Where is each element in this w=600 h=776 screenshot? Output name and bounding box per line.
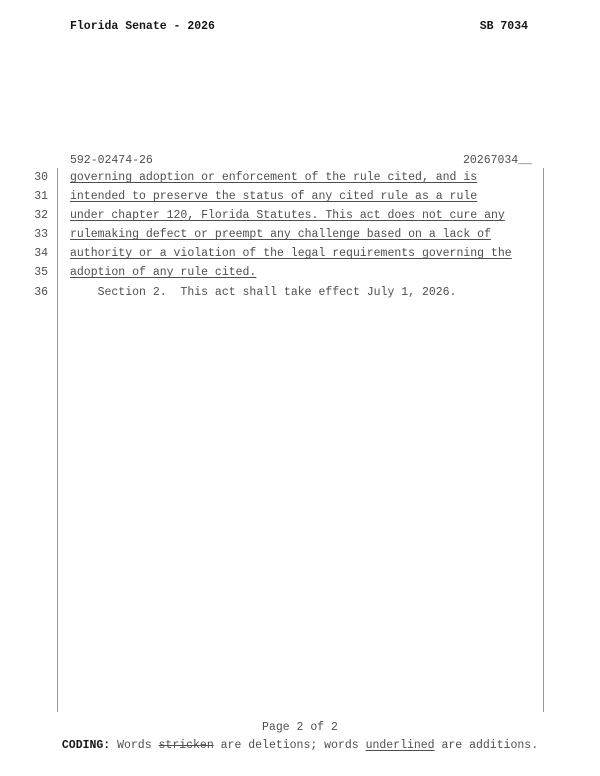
- line-number: 32: [34, 209, 48, 223]
- line-number: 30: [34, 171, 48, 184]
- line-number: 33: [34, 228, 48, 242]
- header-chamber-title: Florida Senate - 2026: [70, 20, 215, 33]
- bill-line: [0, 244, 600, 263]
- coding-label: CODING:: [61, 739, 111, 752]
- line-text: under chapter 120, Florida Statutes. This act does not cure any: [70, 209, 505, 223]
- bill-line: [0, 263, 600, 282]
- bill-line: [0, 168, 600, 187]
- line-number: 31: [34, 190, 48, 204]
- line-text: rulemaking defect or preempt any challenge based on a lack of: [70, 228, 491, 242]
- page-id-code: 20267034__: [462, 154, 532, 167]
- line-text: governing adoption or enforcement of the rule cited, and is: [70, 171, 478, 184]
- coding-text-post: are additions.: [434, 739, 539, 752]
- line-number: 35: [34, 266, 48, 280]
- line-text: Section 2. This act shall take effect July 1, 2026.: [70, 285, 457, 299]
- barcode-reference-code: 592-02474-26: [70, 154, 153, 167]
- line-number: 36: [34, 285, 48, 299]
- line-text: intended to preserve the status of any cited rule as a rule: [70, 190, 478, 204]
- bill-line: [0, 225, 600, 244]
- bill-text-lines: [0, 168, 600, 302]
- document-header: [70, 20, 528, 33]
- coding-text-pre: Words: [110, 739, 159, 752]
- header-bill-number: SB 7034: [479, 20, 528, 33]
- coding-stricken-sample: stricken: [158, 739, 214, 752]
- line-text: adoption of any rule cited.: [70, 266, 257, 280]
- bill-line: [0, 283, 600, 302]
- coding-underlined-sample: underlined: [365, 739, 435, 752]
- line-text: authority or a violation of the legal requirements governing the: [70, 247, 512, 261]
- page-number: Page 2 of 2: [262, 721, 338, 734]
- coding-text-mid: are deletions; words: [213, 739, 366, 752]
- line-number: 34: [34, 247, 48, 261]
- coding-legend: [0, 739, 600, 753]
- reference-line: [70, 154, 532, 167]
- bill-line: [0, 187, 600, 206]
- bill-line: [0, 206, 600, 225]
